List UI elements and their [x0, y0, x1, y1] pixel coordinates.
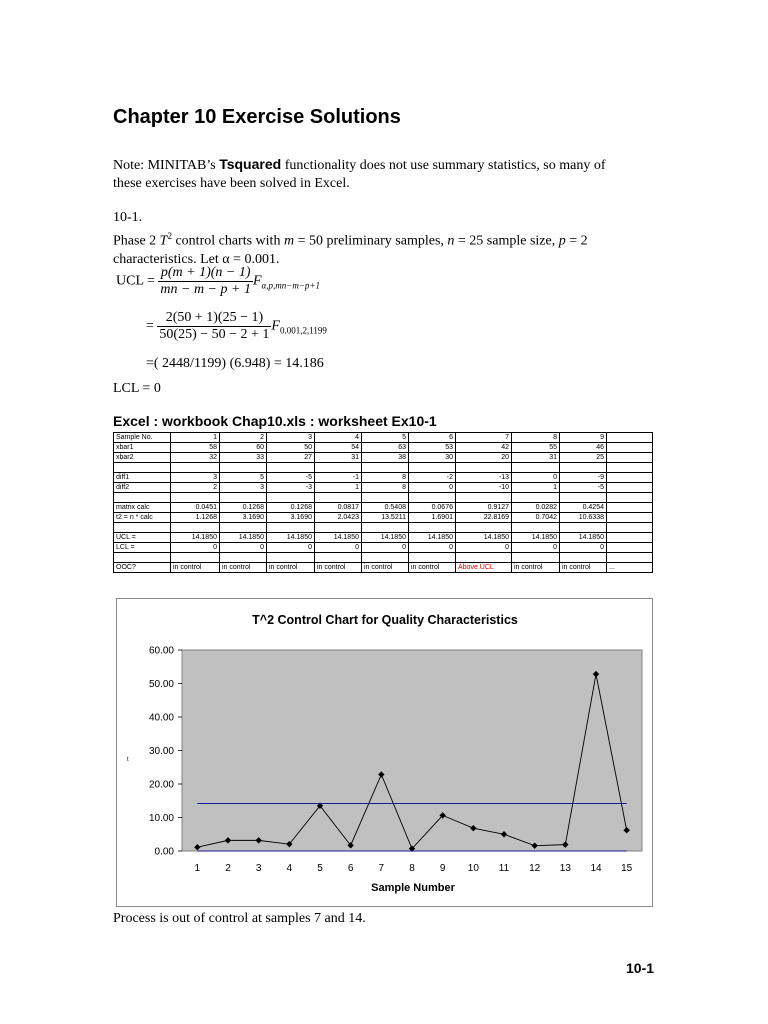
table-cell [512, 553, 560, 563]
f-subscript: α,p,mn−m−p+1 [261, 280, 320, 291]
table-cell: 2 [171, 483, 220, 493]
table-cell: -1 [315, 473, 362, 483]
x-axis-label: Sample Number [371, 882, 455, 894]
table-cell: 0 [315, 543, 362, 553]
y-tick-label: 30.00 [148, 746, 174, 757]
table-cell: 3 [220, 483, 267, 493]
x-tick-label: 3 [255, 863, 262, 874]
table-cell: 0 [362, 543, 409, 553]
table-cell: 32 [171, 453, 220, 463]
table-cell [456, 463, 512, 473]
t2-control-chart [117, 599, 652, 906]
y-tick-label: 20.00 [148, 779, 174, 791]
table-cell [171, 493, 220, 503]
y-tick-label: 40.00 [148, 712, 174, 724]
statement-text: = 2 [565, 233, 588, 249]
x-tick-label: 8 [409, 863, 415, 874]
page-title: Chapter 10 Exercise Solutions [113, 106, 401, 128]
table-cell [607, 503, 653, 513]
table-cell [315, 493, 362, 503]
table-cell [267, 463, 315, 473]
table-cell: in control [512, 563, 560, 573]
row-label-cell: LCL = [114, 543, 171, 553]
table-cell: 0 [512, 543, 560, 553]
ucl-result: =( 2448/1199) (6.948) = 14.186 [146, 356, 324, 371]
table-cell [512, 493, 560, 503]
table-cell: 1 [315, 483, 362, 493]
table-cell: Above UCL [456, 563, 512, 573]
table-cell: 5 [362, 433, 409, 443]
n-symbol: n [447, 233, 455, 249]
chart-title: T^2 Control Chart for Quality Characteristics [252, 613, 518, 627]
x-tick-label: 5 [317, 863, 323, 874]
table-row [114, 443, 653, 453]
table-cell: 1.6901 [409, 513, 456, 523]
table-cell: -2 [409, 473, 456, 483]
row-label-cell: diff2 [114, 483, 171, 493]
note-paragraph [113, 155, 673, 193]
x-tick-label: 11 [498, 863, 510, 874]
table-cell: 3 [267, 433, 315, 443]
table-row [114, 553, 653, 563]
note-prefix: Note: MINITAB’s [113, 158, 220, 173]
table-cell [362, 523, 409, 533]
table-cell: 54 [315, 443, 362, 453]
table-cell: -13 [456, 473, 512, 483]
table-cell [362, 463, 409, 473]
exercise-statement [113, 227, 673, 269]
table-cell [607, 533, 653, 543]
table-cell: 0 [267, 543, 315, 553]
table-row [114, 563, 653, 573]
substitution-fraction [157, 310, 271, 343]
table-cell [409, 463, 456, 473]
ucl-formula [116, 265, 320, 298]
table-cell [560, 553, 607, 563]
table-cell: 63 [362, 443, 409, 453]
table-cell: 42 [456, 443, 512, 453]
row-label-cell: xbar1 [114, 443, 171, 453]
row-label-cell: t2 = n * calc [114, 513, 171, 523]
table-cell [315, 523, 362, 533]
table-cell: in control [171, 563, 220, 573]
table-cell: 0 [220, 543, 267, 553]
table-cell: 6 [409, 433, 456, 443]
table-cell: 14.1850 [315, 533, 362, 543]
equals-sign: = [146, 318, 154, 334]
table-cell [171, 463, 220, 473]
table-cell: 0.0282 [512, 503, 560, 513]
table-cell: 0 [512, 473, 560, 483]
page-number: 10-1 [626, 960, 655, 976]
table-cell: 0.5408 [362, 503, 409, 513]
plot-area [182, 650, 642, 851]
x-tick-label: 15 [621, 863, 633, 874]
row-label-cell [114, 553, 171, 563]
f-subscript: 0.001,2,1199 [279, 325, 327, 336]
table-cell [315, 553, 362, 563]
table-cell: 13.5211 [362, 513, 409, 523]
table-cell: 55 [512, 443, 560, 453]
table-cell: 8 [362, 473, 409, 483]
table-cell: 14.1850 [220, 533, 267, 543]
statement-text: = 50 preliminary samples, [294, 233, 448, 249]
statement-text: control charts with [171, 233, 284, 249]
table-cell: 0 [171, 543, 220, 553]
conclusion-text: Process is out of control at samples 7 and 14. [113, 911, 366, 926]
table-cell: 9 [560, 433, 607, 443]
x-tick-label: 6 [347, 863, 354, 874]
table-cell [512, 463, 560, 473]
table-cell: 25 [560, 453, 607, 463]
table-cell: 14.1850 [512, 533, 560, 543]
table-cell: 0.0451 [171, 503, 220, 513]
worksheet-table [113, 432, 653, 573]
table-cell: 14.1850 [267, 533, 315, 543]
chart-container [116, 598, 653, 907]
table-cell: 0.4254 [560, 503, 607, 513]
x-tick-label: 7 [378, 863, 385, 874]
table-cell [607, 493, 653, 503]
ucl-substitution [146, 310, 327, 343]
table-cell: 0 [560, 543, 607, 553]
fraction-denominator: 50(25) − 50 − 2 + 1 [159, 327, 270, 342]
table-cell: 14.1850 [456, 533, 512, 543]
table-cell: 50 [267, 443, 315, 453]
statement-text: Phase 2 [113, 233, 160, 249]
table-row [114, 493, 653, 503]
table-cell [607, 433, 653, 443]
table-cell: 3.1690 [267, 513, 315, 523]
x-tick-label: 2 [225, 863, 231, 874]
table-cell: 8 [512, 433, 560, 443]
table-cell: 14.1850 [362, 533, 409, 543]
table-row [114, 463, 653, 473]
x-tick-label: 13 [559, 863, 571, 874]
table-cell: 0 [456, 543, 512, 553]
table-row [114, 473, 653, 483]
table-header-row [114, 433, 653, 443]
p-symbol: p [558, 233, 566, 249]
table-cell [512, 523, 560, 533]
table-cell: 8 [362, 483, 409, 493]
note-line2: these exercises have been solved in Excel. [113, 176, 350, 191]
y-tick-label: 50.00 [148, 679, 174, 690]
table-cell: -9 [560, 473, 607, 483]
table-cell: in control [267, 563, 315, 573]
t-superscript: 2 [167, 231, 172, 241]
table-cell [220, 493, 267, 503]
table-cell: 0.1268 [267, 503, 315, 513]
table-row [114, 483, 653, 493]
table-cell: 20 [456, 453, 512, 463]
table-row [114, 533, 653, 543]
table-cell: 0.7042 [512, 513, 560, 523]
y-axis-label: t [127, 757, 129, 763]
x-tick-label: 9 [439, 863, 446, 874]
table-cell [362, 493, 409, 503]
ucl-fraction [158, 265, 253, 298]
table-cell: 27 [267, 453, 315, 463]
table-cell [607, 483, 653, 493]
table-cell: 10.6338 [560, 513, 607, 523]
table-cell [409, 493, 456, 503]
table-cell: 1.1268 [171, 513, 220, 523]
table-cell: 0.0676 [409, 503, 456, 513]
table-cell: 0 [409, 543, 456, 553]
table-cell: 53 [409, 443, 456, 453]
table-cell: 14.1850 [560, 533, 607, 543]
table-cell [607, 473, 653, 483]
table-cell: 31 [512, 453, 560, 463]
fraction-denominator: mn − m − p + 1 [160, 282, 251, 297]
table-cell [607, 513, 653, 523]
f-symbol: F [271, 318, 280, 334]
table-cell: 4 [315, 433, 362, 443]
table-cell: 3 [171, 473, 220, 483]
table-cell: 0 [409, 483, 456, 493]
table-cell: 38 [362, 453, 409, 463]
m-symbol: m [283, 233, 295, 249]
table-cell: 46 [560, 443, 607, 453]
lcl-line: LCL = 0 [113, 381, 161, 396]
x-tick-label: 12 [529, 863, 541, 874]
x-tick-label: 14 [590, 863, 602, 874]
x-tick-label: 10 [467, 863, 479, 874]
row-label-cell: diff1 [114, 473, 171, 483]
table-cell [267, 553, 315, 563]
x-tick-label: 4 [286, 863, 293, 874]
table-cell [456, 523, 512, 533]
note-line1-rest: functionality does not use summary statistics, so many of [281, 158, 606, 173]
table-cell [560, 463, 607, 473]
table-cell: -10 [456, 483, 512, 493]
table-row [114, 453, 653, 463]
row-label-cell: matrix calc [114, 503, 171, 513]
row-label-cell [114, 523, 171, 533]
table-cell: 2.0423 [315, 513, 362, 523]
worksheet-body [114, 433, 653, 573]
table-row [114, 523, 653, 533]
y-tick-label: 10.00 [148, 813, 174, 824]
y-tick-label: 60.00 [148, 645, 174, 657]
table-cell: 2 [220, 433, 267, 443]
row-label-cell: OOC? [114, 563, 171, 573]
table-cell [456, 553, 512, 563]
table-cell [220, 463, 267, 473]
table-cell: -5 [560, 483, 607, 493]
table-cell: 14.1850 [171, 533, 220, 543]
table-cell: 33 [220, 453, 267, 463]
table-cell [171, 553, 220, 563]
row-label-cell: Sample No. [114, 433, 171, 443]
table-cell [409, 523, 456, 533]
row-label-cell [114, 463, 171, 473]
row-label-cell: xbar2 [114, 453, 171, 463]
fraction-numerator: p(m + 1)(n − 1) [158, 265, 253, 282]
table-cell [607, 453, 653, 463]
table-cell [560, 523, 607, 533]
worksheet-title: Excel : workbook Chap10.xls : worksheet Ex10-1 [113, 413, 437, 429]
table-cell: in control [560, 563, 607, 573]
y-tick-label: 0.00 [154, 846, 174, 858]
note-bold-term: Tsquared [219, 156, 282, 172]
table-cell: 3.1690 [220, 513, 267, 523]
table-cell [267, 523, 315, 533]
table-cell [607, 463, 653, 473]
table-cell: 1 [512, 483, 560, 493]
table-cell [315, 463, 362, 473]
table-cell: ... [607, 563, 653, 573]
statement-line2: characteristics. Let α = 0.001. [113, 251, 280, 267]
table-cell: in control [315, 563, 362, 573]
table-row [114, 543, 653, 553]
row-label-cell: UCL = [114, 533, 171, 543]
table-cell: 0.1268 [220, 503, 267, 513]
ucl-label: UCL = [116, 273, 155, 289]
table-cell: 14.1850 [409, 533, 456, 543]
table-cell [220, 553, 267, 563]
table-cell: 22.8169 [456, 513, 512, 523]
table-cell: in control [362, 563, 409, 573]
table-cell: 60 [220, 443, 267, 453]
table-cell [267, 493, 315, 503]
table-cell: 30 [409, 453, 456, 463]
table-cell: 1 [171, 433, 220, 443]
table-cell: 31 [315, 453, 362, 463]
table-cell: 0.9127 [456, 503, 512, 513]
table-cell [607, 443, 653, 453]
table-cell: -3 [267, 483, 315, 493]
table-cell: 58 [171, 443, 220, 453]
fraction-numerator: 2(50 + 1)(25 − 1) [157, 310, 271, 327]
f-symbol: F [252, 273, 262, 289]
table-cell: 5 [220, 473, 267, 483]
table-row [114, 503, 653, 513]
table-cell [362, 553, 409, 563]
table-cell [220, 523, 267, 533]
table-cell: in control [220, 563, 267, 573]
table-cell: in control [409, 563, 456, 573]
table-cell [560, 493, 607, 503]
table-row [114, 513, 653, 523]
table-cell: 7 [456, 433, 512, 443]
table-cell [607, 553, 653, 563]
table-cell [607, 523, 653, 533]
t-symbol: T [159, 233, 168, 249]
table-cell [171, 523, 220, 533]
row-label-cell [114, 493, 171, 503]
table-cell: -5 [267, 473, 315, 483]
table-cell [456, 493, 512, 503]
table-cell [607, 543, 653, 553]
table-cell: 0.0817 [315, 503, 362, 513]
table-cell [409, 553, 456, 563]
x-tick-label: 1 [194, 863, 201, 874]
exercise-number: 10-1. [113, 210, 143, 225]
statement-text: = 25 sample size, [454, 233, 559, 249]
